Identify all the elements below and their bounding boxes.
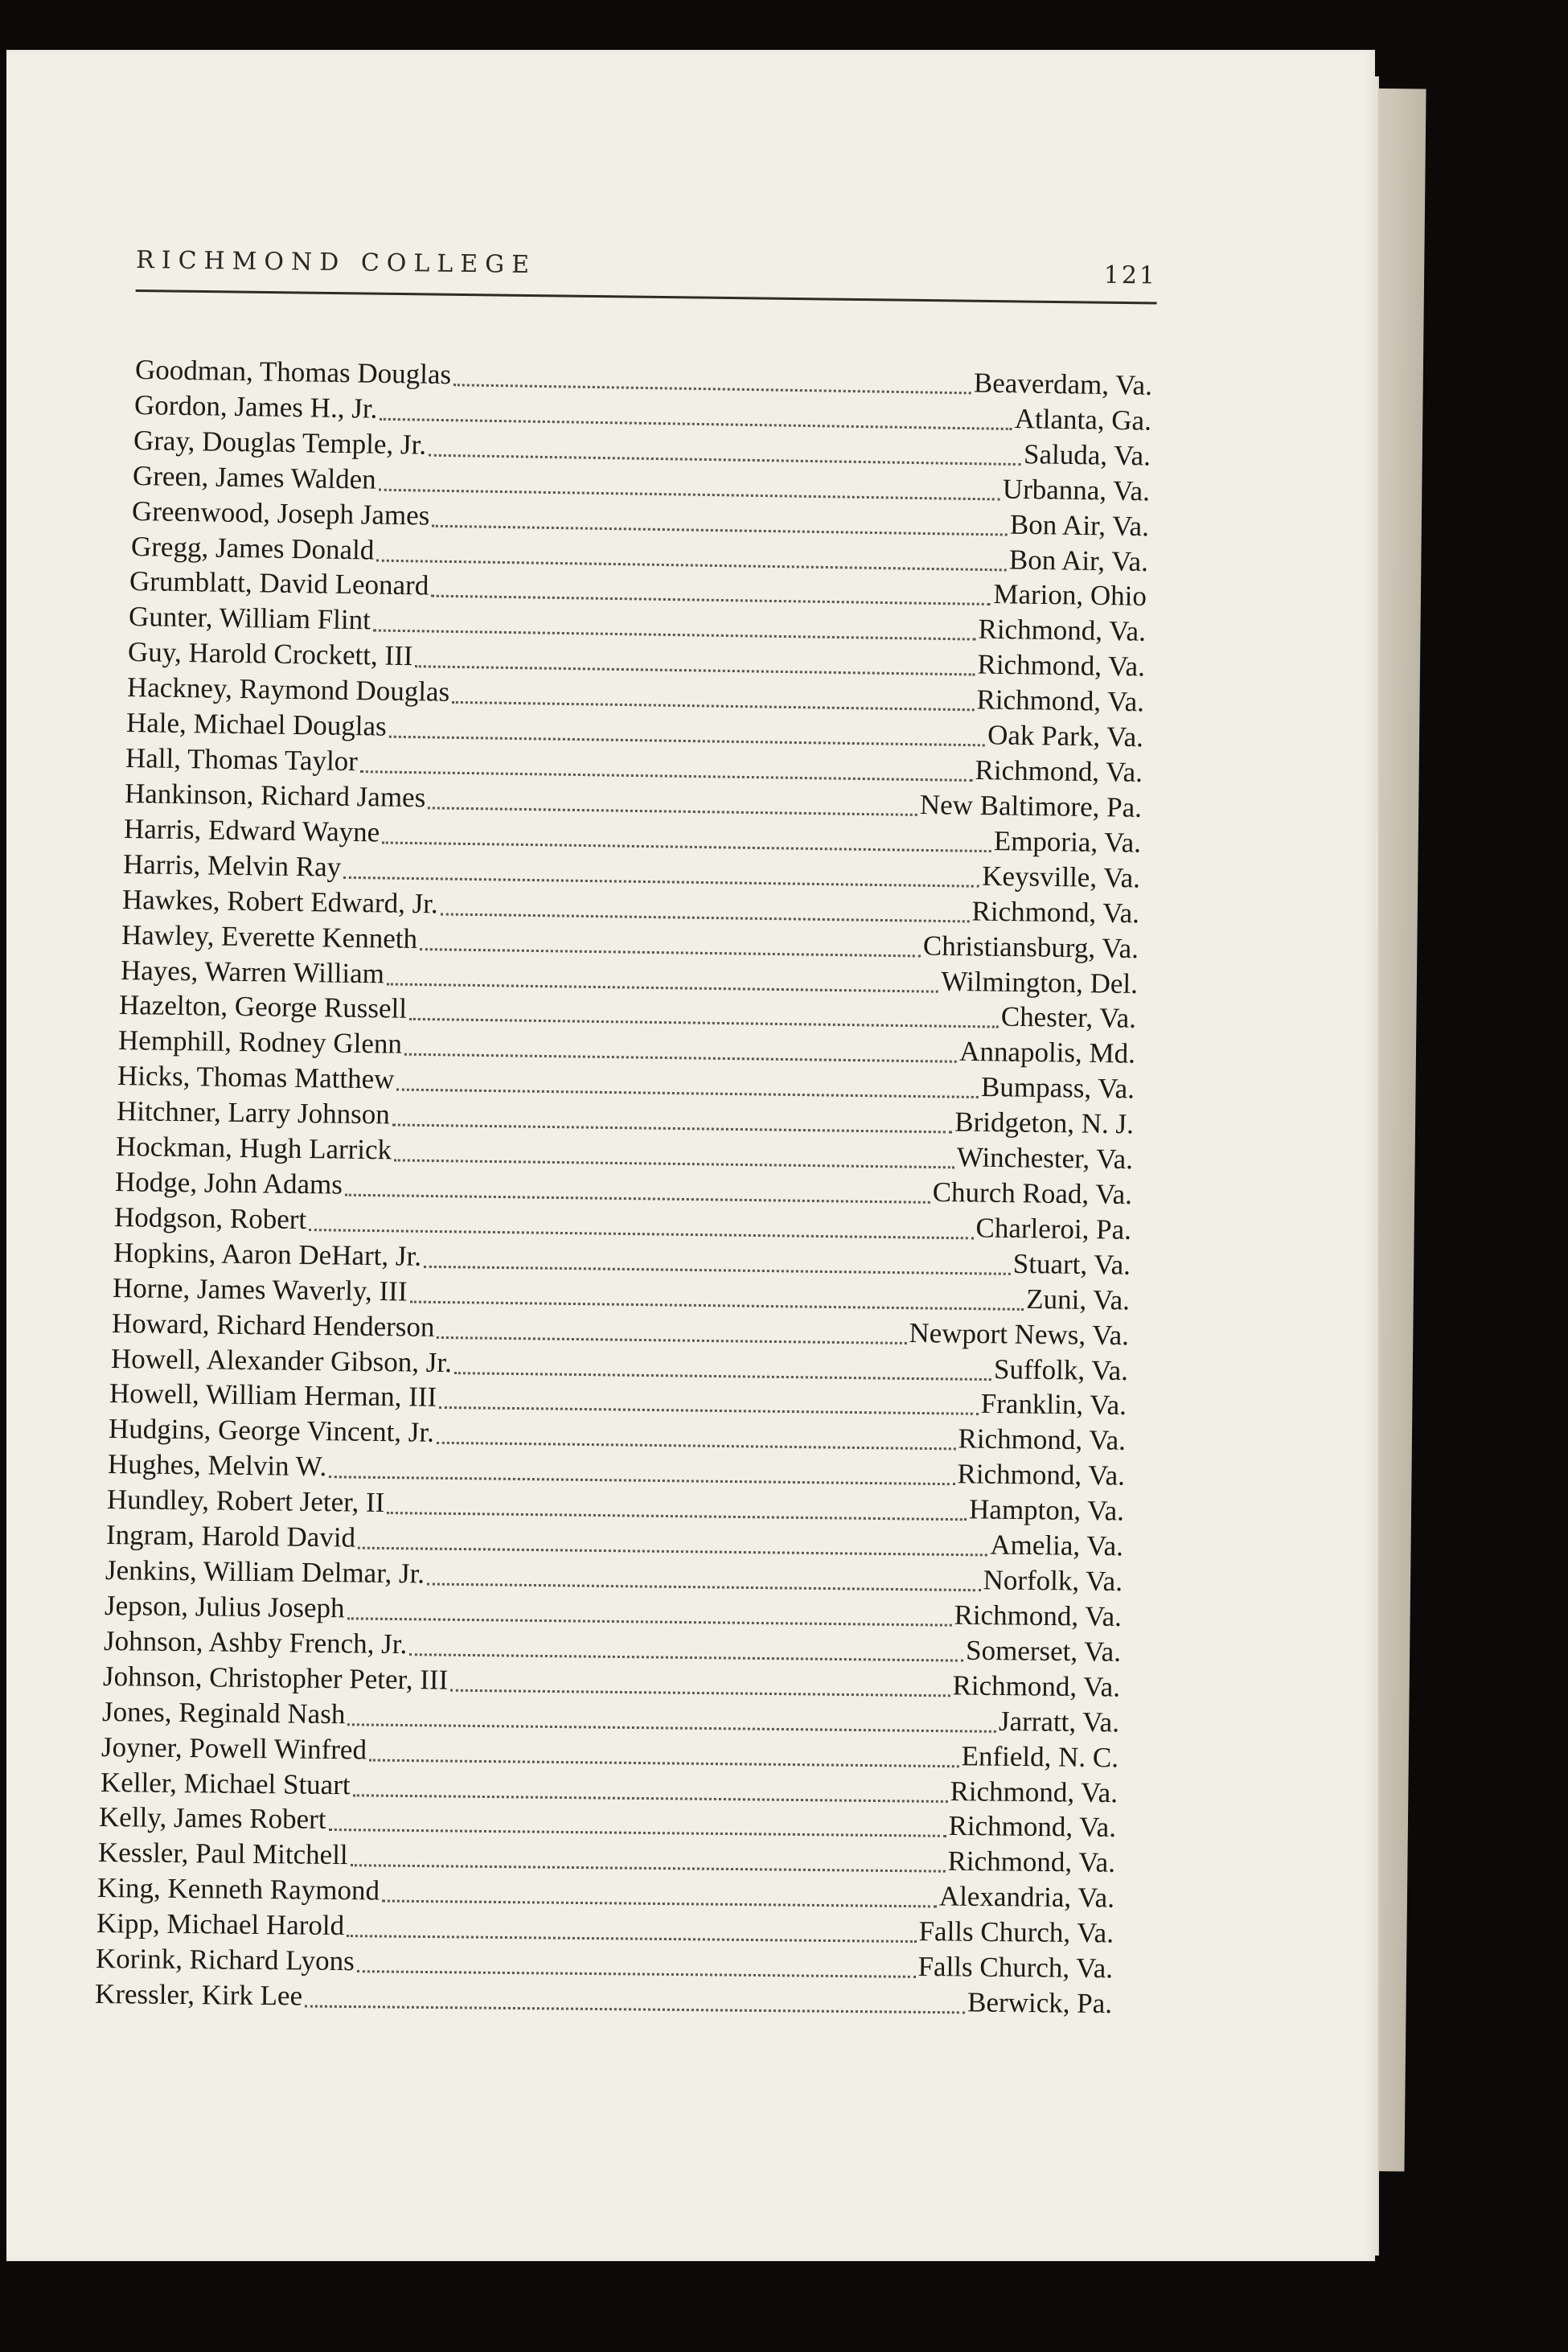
student-name: Hudgins, George Vincent, Jr. bbox=[109, 1413, 435, 1449]
page-number: 121 bbox=[1103, 261, 1158, 290]
dot-leader bbox=[347, 1617, 951, 1626]
dot-leader bbox=[329, 1829, 946, 1837]
hometown: Somerset, Va. bbox=[965, 1634, 1122, 1668]
hometown: Richmond, Va. bbox=[949, 1775, 1118, 1808]
student-name: Harris, Edward Wayne bbox=[123, 812, 380, 848]
student-name: Hodgson, Robert bbox=[113, 1201, 307, 1235]
dot-leader bbox=[389, 736, 986, 747]
student-name: Jepson, Julius Joseph bbox=[104, 1589, 345, 1624]
student-name: Joyner, Powell Winfred bbox=[101, 1730, 367, 1766]
hometown: Bridgeton, N. J. bbox=[954, 1106, 1135, 1140]
hometown: Enfield, N. C. bbox=[960, 1739, 1119, 1773]
student-name: Hankinson, Richard James bbox=[124, 777, 426, 814]
hometown: Richmond, Va. bbox=[952, 1669, 1120, 1703]
student-name: Kessler, Paul Mitchell bbox=[98, 1837, 349, 1871]
dot-leader bbox=[360, 770, 973, 782]
hometown: Alexandria, Va. bbox=[938, 1880, 1115, 1914]
hometown: Church Road, Va. bbox=[932, 1176, 1133, 1211]
hometown: Falls Church, Va. bbox=[918, 1915, 1114, 1949]
student-name: Howell, William Herman, III bbox=[109, 1377, 437, 1414]
student-name: Kipp, Michael Harold bbox=[96, 1907, 345, 1942]
hometown: Falls Church, Va. bbox=[917, 1951, 1114, 1985]
hometown: Winchester, Va. bbox=[956, 1141, 1134, 1176]
hometown: Berwick, Pa. bbox=[967, 1986, 1113, 2020]
dot-leader bbox=[450, 1689, 950, 1697]
student-name: Green, James Walden bbox=[132, 459, 376, 495]
hometown: Oak Park, Va. bbox=[987, 719, 1144, 753]
dot-leader bbox=[380, 418, 1012, 430]
dot-leader bbox=[439, 1406, 979, 1415]
hometown: Richmond, Va. bbox=[975, 754, 1143, 789]
student-name: Hopkins, Aaron DeHart, Jr. bbox=[113, 1236, 422, 1272]
hometown: Richmond, Va. bbox=[977, 648, 1146, 683]
student-name: Johnson, Ashby French, Jr. bbox=[103, 1624, 408, 1660]
dot-leader bbox=[376, 559, 1007, 571]
dot-leader bbox=[419, 948, 920, 957]
student-name: Greenwood, Joseph James bbox=[131, 495, 430, 532]
dot-leader bbox=[437, 1442, 956, 1451]
hometown: Keysville, Va. bbox=[981, 860, 1140, 894]
dot-leader bbox=[392, 1124, 953, 1134]
hometown: Richmond, Va. bbox=[976, 683, 1145, 718]
dot-leader bbox=[432, 524, 1008, 536]
student-name: Hawley, Everette Kenneth bbox=[121, 918, 417, 954]
dot-leader bbox=[387, 1512, 967, 1521]
student-name: Grumblatt, David Leonard bbox=[129, 565, 430, 602]
student-name: Goodman, Thomas Douglas bbox=[134, 354, 452, 391]
hometown: New Baltimore, Pa. bbox=[919, 788, 1143, 823]
hometown: Richmond, Va. bbox=[978, 614, 1147, 648]
dot-leader bbox=[329, 1476, 954, 1485]
dot-leader bbox=[440, 913, 969, 922]
dot-leader bbox=[454, 1372, 991, 1381]
dot-leader bbox=[437, 1336, 906, 1344]
dot-leader bbox=[352, 1794, 947, 1803]
hometown: Newport News, Va. bbox=[908, 1316, 1129, 1351]
hometown: Richmond, Va. bbox=[958, 1422, 1127, 1457]
running-head-title: RICHMOND COLLEGE bbox=[135, 245, 537, 280]
dot-leader bbox=[429, 454, 1021, 465]
student-name: Hundley, Robert Jeter, II bbox=[107, 1484, 385, 1519]
student-name: Kressler, Kirk Lee bbox=[94, 1978, 303, 2012]
hometown: Beaverdam, Va. bbox=[973, 367, 1153, 401]
student-name: Hodge, John Adams bbox=[114, 1166, 343, 1201]
dot-leader bbox=[397, 1089, 979, 1098]
dot-leader bbox=[309, 1229, 973, 1239]
dot-leader bbox=[428, 807, 917, 816]
student-name: Gordon, James H., Jr. bbox=[133, 388, 378, 425]
student-name: Hall, Thomas Taylor bbox=[125, 742, 359, 778]
hometown: Wilmington, Del. bbox=[940, 965, 1138, 999]
dot-leader bbox=[305, 2005, 965, 2014]
student-name: Guy, Harold Crockett, III bbox=[128, 636, 414, 672]
dot-leader bbox=[454, 384, 971, 394]
student-name: Horne, James Waverly, III bbox=[112, 1271, 408, 1307]
hometown: Christiansburg, Va. bbox=[922, 930, 1139, 964]
dot-leader bbox=[432, 595, 991, 605]
dot-leader bbox=[424, 1266, 1011, 1275]
hometown: Zuni, Va. bbox=[1025, 1283, 1130, 1316]
student-name: Hackney, Raymond Douglas bbox=[126, 671, 450, 708]
hometown: Richmond, Va. bbox=[957, 1458, 1126, 1492]
dot-leader bbox=[409, 1018, 999, 1028]
hometown: Urbanna, Va. bbox=[1002, 473, 1150, 507]
dot-leader bbox=[347, 1935, 916, 1943]
student-name: Hazelton, George Russell bbox=[119, 989, 408, 1025]
student-name: Gray, Douglas Temple, Jr. bbox=[133, 424, 427, 461]
dot-leader bbox=[409, 1653, 963, 1662]
hometown: Bumpass, Va. bbox=[981, 1071, 1135, 1105]
student-name: Gunter, William Flint bbox=[129, 601, 371, 636]
hometown: Jarratt, Va. bbox=[998, 1705, 1119, 1738]
dot-leader bbox=[409, 1300, 1024, 1310]
student-name: Hawkes, Robert Edward, Jr. bbox=[121, 883, 438, 920]
hometown: Suffolk, Va. bbox=[993, 1353, 1128, 1386]
student-name: Hayes, Warren William bbox=[120, 954, 384, 989]
student-name: Johnson, Christopher Peter, III bbox=[102, 1660, 449, 1696]
dot-leader bbox=[427, 1583, 981, 1592]
student-name: King, Kenneth Raymond bbox=[97, 1872, 380, 1907]
hometown: Hampton, Va. bbox=[969, 1493, 1125, 1527]
hometown: Richmond, Va. bbox=[948, 1810, 1117, 1844]
dot-leader bbox=[347, 1723, 996, 1733]
dot-leader bbox=[368, 1759, 958, 1767]
hometown: Annapolis, Md. bbox=[959, 1036, 1136, 1070]
student-name: Gregg, James Donald bbox=[130, 530, 375, 566]
hometown: Charleroi, Pa. bbox=[975, 1212, 1132, 1246]
dot-leader bbox=[394, 1160, 954, 1169]
hometown: Chester, Va. bbox=[1001, 1001, 1137, 1035]
hometown: Bon Air, Va. bbox=[1008, 543, 1148, 577]
student-name: Hale, Michael Douglas bbox=[125, 707, 388, 742]
dot-leader bbox=[452, 701, 974, 711]
student-name: Harris, Melvin Ray bbox=[122, 848, 342, 883]
student-name: Hughes, Melvin W. bbox=[108, 1448, 327, 1483]
dot-leader bbox=[378, 488, 999, 500]
hometown: Amelia, Va. bbox=[990, 1529, 1124, 1562]
hometown: Emporia, Va. bbox=[993, 824, 1142, 859]
student-name: Hitchner, Larry Johnson bbox=[116, 1095, 391, 1131]
hometown: Richmond, Va. bbox=[971, 895, 1139, 930]
student-name: Jones, Reginald Nash bbox=[101, 1695, 346, 1730]
hometown: Franklin, Va. bbox=[981, 1388, 1127, 1422]
student-name: Howell, Alexander Gibson, Jr. bbox=[110, 1342, 452, 1378]
hometown: Stuart, Va. bbox=[1012, 1247, 1131, 1281]
student-name: Kelly, James Robert bbox=[99, 1801, 327, 1836]
dot-leader bbox=[345, 1194, 930, 1204]
dot-leader bbox=[343, 876, 979, 888]
student-name: Ingram, Harold David bbox=[105, 1519, 356, 1554]
student-name: Korink, Richard Lyons bbox=[95, 1943, 355, 1977]
hometown: Richmond, Va. bbox=[954, 1599, 1123, 1632]
student-name: Jenkins, William Delmar, Jr. bbox=[105, 1554, 425, 1590]
hometown: Richmond, Va. bbox=[947, 1845, 1116, 1879]
dot-leader bbox=[373, 630, 976, 641]
dot-leader bbox=[382, 841, 991, 852]
dot-leader bbox=[386, 983, 938, 992]
hometown: Saluda, Va. bbox=[1023, 437, 1151, 472]
student-name: Hockman, Hugh Larrick bbox=[115, 1131, 392, 1166]
student-name: Howard, Richard Henderson bbox=[111, 1307, 435, 1343]
student-name: Hemphill, Rodney Glenn bbox=[118, 1024, 403, 1060]
student-name: Keller, Michael Stuart bbox=[100, 1766, 351, 1800]
hometown: Bon Air, Va. bbox=[1009, 508, 1149, 542]
hometown: Atlanta, Ga. bbox=[1014, 402, 1152, 437]
dot-leader bbox=[358, 1547, 987, 1557]
dot-leader bbox=[382, 1900, 937, 1908]
dot-leader bbox=[351, 1865, 946, 1873]
dot-leader bbox=[357, 1970, 916, 1978]
dot-leader bbox=[416, 666, 975, 676]
hometown: Norfolk, Va. bbox=[983, 1564, 1123, 1598]
student-name: Hicks, Thomas Matthew bbox=[117, 1060, 395, 1095]
dot-leader bbox=[404, 1053, 957, 1063]
hometown: Marion, Ohio bbox=[993, 578, 1147, 613]
